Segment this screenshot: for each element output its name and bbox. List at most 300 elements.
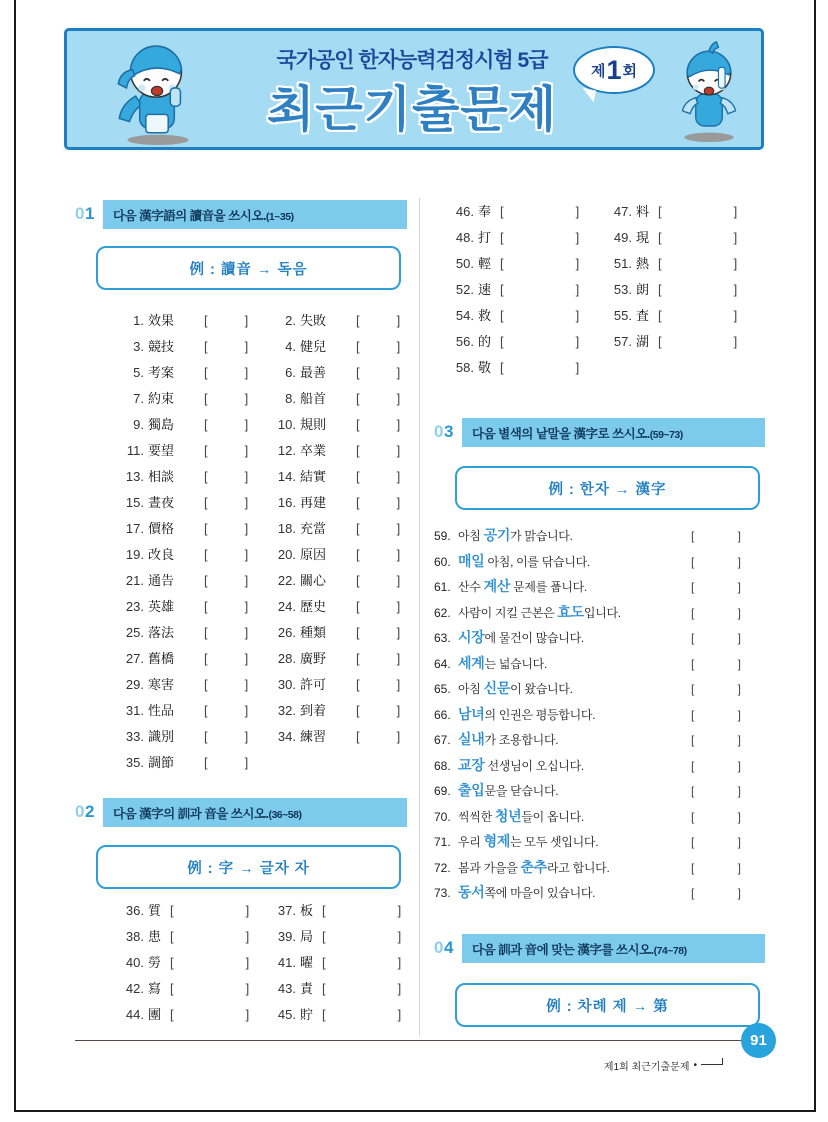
column-divider [419,198,420,1036]
q1-item [118,494,270,512]
hanja-char: 朗 [636,282,650,297]
item-number: 24. [277,599,296,614]
item-number: 64. [434,656,451,671]
hanja-word: 識別 [148,729,175,744]
answer-bracket-open: [ [170,903,174,918]
answer-bracket-close: ] [244,755,249,770]
answer-bracket-open: [ [322,955,326,970]
answer-bracket-close: ] [733,256,738,271]
answer-bracket-open: [ [500,204,504,219]
item-number: 58. [455,360,474,375]
answer-brackets: [ ] [691,835,741,849]
item-number: 48. [455,230,474,245]
hanja-word: 充當 [300,521,327,536]
answer-bracket-open: [ [356,625,360,640]
sentence: 씩씩한 청년들이 옵니다. [458,807,584,824]
header-banner [64,28,764,150]
highlighted-word: 매일 [458,552,485,569]
hanja-word: 最善 [300,365,327,380]
answer-bracket-close: ] [396,417,401,432]
highlighted-word: 남녀 [458,705,485,722]
answer-bracket-open: [ [356,443,360,458]
answer-brackets: [ ] [691,580,741,594]
sentence: 아침 신문이 왔습니다. [458,680,573,696]
section-02-number: 02 [75,802,95,821]
section-01-number: 01 [75,204,95,223]
q2-item [606,307,765,325]
hanja-word: 種類 [300,625,327,640]
answer-bracket-open: [ [356,677,360,692]
highlighted-word: 형제 [483,833,511,849]
answer-bracket-close: ] [244,443,249,458]
section-01-title-bar: 다음 漢字語의 讀音을 쓰시오.(1~35) [103,200,407,229]
q1-item [118,364,270,382]
answer-brackets: [ ] [691,554,741,569]
page-number-badge: 91 [741,1023,776,1058]
q1-item [118,572,270,590]
q2-item [448,333,606,351]
sentence: 산수 계산 문제를 풉니다. [458,578,587,594]
sentence: 사람이 지킬 근본은 효도입니다. [458,603,621,620]
item-number: 55. [613,308,632,323]
answer-bracket-close: ] [396,521,401,536]
q2-item [270,928,407,946]
answer-brackets: [ ] [691,886,741,900]
highlighted-word: 실내 [458,731,485,747]
hanja-word: 英雄 [148,599,175,614]
answer-bracket-close: ] [244,391,249,406]
hanja-char: 輕 [478,256,492,271]
hanja-char: 質 [148,903,162,918]
hanja-char: 貯 [300,1007,314,1022]
answer-bracket-close: ] [245,1007,250,1022]
hanja-word: 晝夜 [148,495,175,510]
q2-item [606,281,765,299]
answer-bracket-open: [ [204,729,208,744]
hanja-char: 奉 [478,204,492,219]
section-04-header [434,934,765,963]
answer-bracket-open: [ [204,365,208,380]
q3-item [434,732,763,749]
item-number: 62. [434,605,451,620]
q1-item [270,520,407,538]
footer-label: 제1회 최근기출문제 • [604,1058,723,1073]
answer-bracket-close: ] [396,599,401,614]
hanja-char: 熱 [636,256,650,271]
answer-bracket-open: [ [500,282,504,297]
hanja-word: 落法 [148,625,175,640]
q1-item [270,572,407,590]
answer-bracket-open: [ [500,334,504,349]
item-number: 19. [125,547,144,562]
answer-bracket-open: [ [356,703,360,718]
answer-bracket-close: ] [244,521,249,536]
answer-bracket-open: [ [204,391,208,406]
q1-item [270,650,407,668]
q1-item [118,416,270,434]
answer-bracket-close: ] [733,204,738,219]
q3-item [434,528,763,545]
item-number: 29. [125,677,144,692]
item-number: 32. [277,703,296,718]
item-number: 27. [125,651,144,666]
answer-bracket-open: [ [322,903,326,918]
sentence: 아침 공기가 맑습니다. [458,527,573,543]
answer-brackets: [ ] [691,605,741,620]
q1-item [270,390,407,408]
q3-item [434,630,763,647]
answer-bracket-open: [ [658,334,662,349]
answer-bracket-close: ] [245,929,250,944]
answer-bracket-close: ] [244,365,249,380]
answer-bracket-close: ] [396,469,401,484]
answer-bracket-close: ] [575,360,580,375]
answer-bracket-close: ] [733,334,738,349]
hanja-word: 約束 [148,391,175,406]
hanja-char: 曜 [300,955,314,970]
answer-brackets: [ ] [691,707,741,722]
item-number: 65. [434,682,451,696]
section-02-title-bar: 다음 漢字의 訓과 音을 쓰시오.(36~58) [103,798,407,827]
item-number: 10. [277,417,296,432]
q3-item [434,605,763,622]
answer-bracket-close: ] [245,903,250,918]
hanja-word: 要望 [148,443,175,458]
answer-bracket-open: [ [170,955,174,970]
answer-bracket-open: [ [500,256,504,271]
answer-bracket-open: [ [356,495,360,510]
answer-bracket-open: [ [322,1007,326,1022]
q2-item [448,281,606,299]
q3-item [434,579,763,596]
q2-item [448,359,606,377]
q3-item [434,834,763,851]
item-number: 33. [125,729,144,744]
item-number: 8. [285,391,296,406]
round-number-badge [573,46,655,94]
item-number: 72. [434,860,451,875]
q3-item [434,554,763,571]
item-number: 47. [613,204,632,219]
answer-bracket-close: ] [244,625,249,640]
item-number: 1. [133,313,144,328]
hanja-char: 板 [300,903,314,918]
item-number: 44. [125,1007,144,1022]
answer-bracket-close: ] [396,443,401,458]
q3-item [434,656,763,673]
answer-bracket-open: [ [356,729,360,744]
item-number: 52. [455,282,474,297]
item-number: 26. [277,625,296,640]
item-number: 7. [133,391,144,406]
q2-item [118,902,270,920]
highlighted-word: 계산 [483,578,511,594]
q1-item [118,390,270,408]
page-title: 최근기출문제 [266,83,557,137]
hanja-char: 勞 [148,955,162,970]
badge-suffix: 회 [622,62,638,80]
hanja-char: 患 [148,929,162,944]
answer-bracket-close: ] [244,495,249,510]
item-number: 37. [277,903,296,918]
item-number: 68. [434,758,451,773]
item-number: 69. [434,784,451,798]
item-number: 57. [613,334,632,349]
q2-item [448,255,606,273]
q1-item [270,598,407,616]
answer-bracket-close: ] [397,929,402,944]
answer-bracket-open: [ [356,599,360,614]
q2-item [118,980,270,998]
answer-brackets: [ ] [691,784,741,798]
hanja-word: 相談 [148,469,175,484]
hanja-char: 的 [478,334,492,349]
q1-item [118,338,270,356]
item-number: 51. [613,256,632,271]
q2-item [118,928,270,946]
q3-item [434,783,763,800]
hanja-word: 規則 [300,417,327,432]
section-03-header [434,418,765,447]
answer-bracket-open: [ [204,599,208,614]
hanja-char: 湖 [636,334,650,349]
answer-bracket-close: ] [396,365,401,380]
item-number: 49. [613,230,632,245]
item-number: 38. [125,929,144,944]
answer-bracket-close: ] [575,308,580,323]
answer-bracket-open: [ [658,204,662,219]
q1-item [118,468,270,486]
hanja-char: 救 [478,308,492,323]
sentence: 동서쪽에 마을이 있습니다. [458,884,596,900]
item-number: 60. [434,554,451,569]
q1-item [118,598,270,616]
answer-bracket-open: [ [322,981,326,996]
item-number: 5. [133,365,144,380]
sentence: 매일 아침, 이를 닦습니다. [458,552,590,569]
answer-bracket-close: ] [397,903,402,918]
item-number: 50. [455,256,474,271]
answer-bracket-open: [ [658,230,662,245]
highlighted-word: 효도 [557,603,584,620]
hanja-word: 歷史 [300,599,327,614]
hanja-char: 打 [478,230,492,245]
item-number: 46. [455,204,474,219]
item-number: 53. [613,282,632,297]
q2-item [606,229,765,247]
item-number: 3. [133,339,144,354]
sentence: 출입문을 닫습니다. [458,782,559,798]
answer-bracket-open: [ [204,443,208,458]
item-number: 22. [277,573,296,588]
answer-bracket-close: ] [244,417,249,432]
sentence: 시장에 물건이 많습니다. [458,629,584,645]
highlighted-word: 시장 [458,629,485,645]
answer-bracket-close: ] [396,651,401,666]
q1-item [118,728,270,746]
hanja-char: 査 [636,308,650,323]
answer-bracket-close: ] [396,703,401,718]
answer-bracket-open: [ [500,360,504,375]
sentence: 남녀의 인권은 평등합니다. [458,705,596,722]
item-number: 20. [277,547,296,562]
section-01-header [75,200,407,229]
answer-bracket-close: ] [244,651,249,666]
q1-item [270,702,407,720]
footer-connector-line [701,1058,723,1065]
answer-bracket-close: ] [397,955,402,970]
q2-item [270,1006,407,1024]
hanja-char: 團 [148,1007,162,1022]
q1-item [118,442,270,460]
hanja-word: 練習 [300,729,327,744]
answer-bracket-open: [ [204,417,208,432]
hanja-word: 價格 [148,521,175,536]
answer-bracket-close: ] [575,282,580,297]
q2-item [606,333,765,351]
q3-item [434,885,763,902]
hanja-word: 結實 [300,469,327,484]
hanja-word: 許可 [300,677,327,692]
answer-bracket-open: [ [204,495,208,510]
answer-bracket-close: ] [733,282,738,297]
q1-item [118,546,270,564]
item-number: 28. [277,651,296,666]
item-number: 16. [277,495,296,510]
sentence: 우리 형제는 모두 셋입니다. [458,833,599,849]
q3-list [434,528,765,902]
answer-bracket-close: ] [396,625,401,640]
answer-bracket-open: [ [356,521,360,536]
item-number: 70. [434,809,451,824]
answer-bracket-open: [ [204,547,208,562]
answer-bracket-close: ] [575,256,580,271]
answer-brackets: [ ] [691,860,741,875]
example-box-4: 例 : 차례 제 → 第 [455,983,760,1027]
hanja-word: 關心 [300,573,327,588]
item-number: 17. [125,521,144,536]
answer-bracket-close: ] [397,1007,402,1022]
example-box-3: 例 : 한자 → 漢字 [455,466,760,510]
answer-bracket-close: ] [244,339,249,354]
q3-item [434,681,763,698]
highlighted-word: 춘추 [520,858,547,875]
highlighted-word: 세계 [458,654,485,671]
answer-brackets: [ ] [691,529,741,543]
item-number: 2. [285,313,296,328]
answer-bracket-open: [ [356,469,360,484]
q1-item [270,728,407,746]
answer-bracket-close: ] [396,547,401,562]
q2-item [606,255,765,273]
sentence: 세계는 넓습니다. [458,654,547,671]
highlighted-word: 동서 [458,884,485,900]
section-02-header [75,798,407,827]
q1-item [118,624,270,642]
hanja-word: 船首 [300,391,327,406]
item-number: 73. [434,886,451,900]
answer-bracket-open: [ [356,365,360,380]
example-box-2: 例 : 字 → 글자 자 [96,845,401,889]
q2-item [606,203,765,221]
answer-bracket-close: ] [396,313,401,328]
answer-bracket-open: [ [356,313,360,328]
hanja-char: 料 [636,204,650,219]
item-number: 59. [434,529,451,543]
answer-bracket-close: ] [575,230,580,245]
hanja-word: 改良 [148,547,175,562]
answer-bracket-open: [ [500,230,504,245]
item-number: 66. [434,707,451,722]
q1-item [118,312,270,330]
q3-item [434,809,763,826]
item-number: 11. [126,443,144,458]
item-number: 23. [125,599,144,614]
q1-item [118,520,270,538]
item-number: 45. [277,1007,296,1022]
q1-item [270,624,407,642]
answer-bracket-open: [ [356,417,360,432]
item-number: 39. [277,929,296,944]
q1-item [270,442,407,460]
hanja-char: 現 [636,230,650,245]
item-number: 34. [277,729,296,744]
answer-bracket-open: [ [170,981,174,996]
footer-bullet: • [693,1060,697,1071]
item-number: 13. [125,469,144,484]
highlighted-word: 교장 [458,756,485,773]
hanja-char: 責 [300,981,314,996]
answer-brackets: [ ] [691,631,741,645]
answer-bracket-open: [ [322,929,326,944]
q3-item [434,707,763,724]
q2-item [448,203,606,221]
section-03-number: 03 [434,422,454,441]
answer-bracket-open: [ [204,339,208,354]
item-number: 15. [125,495,144,510]
highlighted-word: 청년 [494,807,522,824]
footer-rule [75,1040,743,1041]
q1-list [75,312,407,772]
q3-item [434,860,763,877]
answer-bracket-close: ] [396,339,401,354]
mascot-boy-left-icon [81,35,231,147]
item-number: 56. [455,334,474,349]
item-number: 31. [125,703,144,718]
answer-bracket-open: [ [500,308,504,323]
answer-bracket-close: ] [245,955,250,970]
q2-item [448,307,606,325]
item-number: 30. [277,677,296,692]
item-number: 4. [285,339,296,354]
hanja-word: 考案 [148,365,175,380]
answer-bracket-close: ] [575,204,580,219]
hanja-word: 卒業 [300,443,327,458]
answer-bracket-open: [ [356,573,360,588]
item-number: 43. [277,981,296,996]
hanja-word: 性品 [148,703,175,718]
q1-item [270,338,407,356]
hanja-char: 局 [300,929,314,944]
answer-bracket-close: ] [245,981,250,996]
q1-item [270,494,407,512]
answer-brackets: [ ] [691,758,741,773]
sentence: 실내가 조용합니다. [458,731,559,747]
answer-brackets: [ ] [691,682,741,696]
answer-bracket-open: [ [658,282,662,297]
item-number: 9. [133,417,144,432]
q3-item [434,758,763,775]
